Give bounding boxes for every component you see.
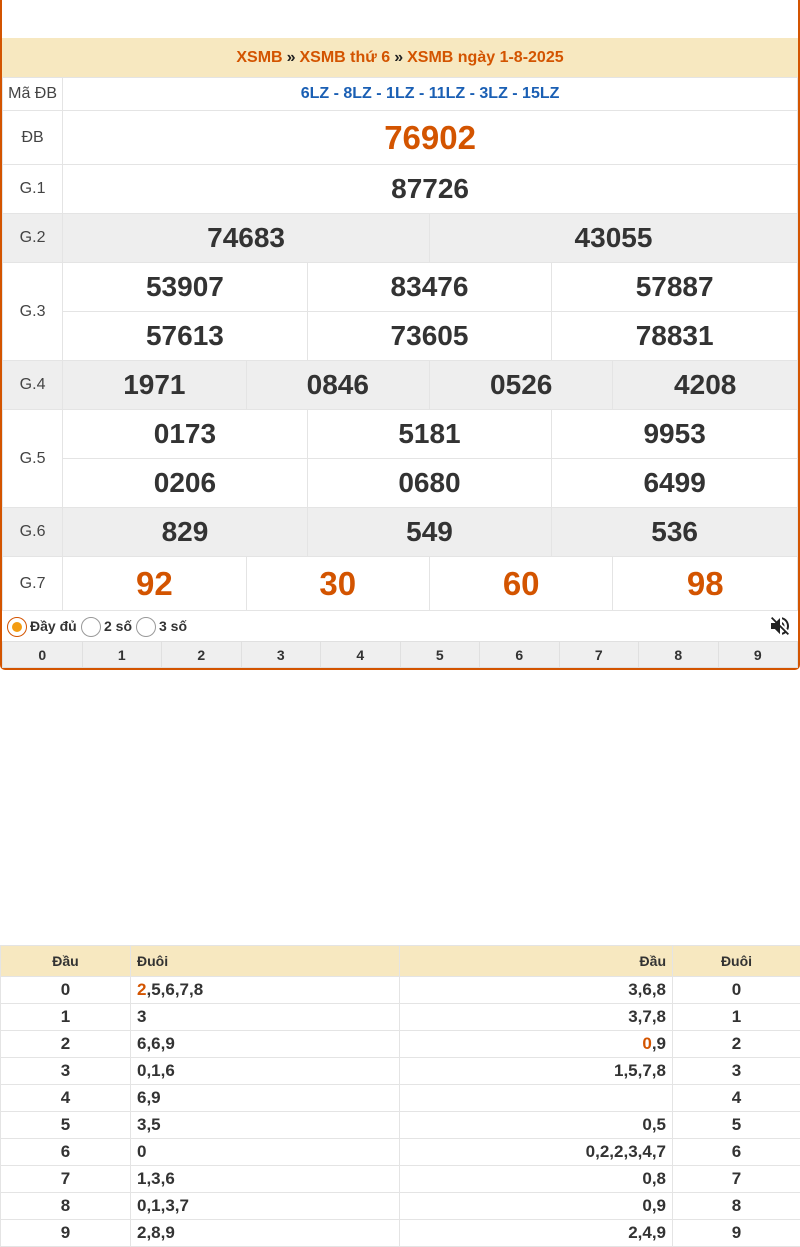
duoi-values: 1,3,6 — [137, 1169, 175, 1188]
prize-number: 4208 — [613, 361, 798, 410]
dau-cell: 5 — [1, 1112, 131, 1139]
dau2-values: 1,5,7,8 — [614, 1061, 666, 1080]
option-two-label: 2 số — [104, 618, 133, 634]
dau-cell: 2 — [1, 1031, 131, 1058]
g3-row — [3, 312, 798, 361]
duoi-values: 3,5 — [137, 1115, 161, 1134]
g6-label: G.6 — [3, 508, 63, 557]
duoi-values: 3 — [137, 1007, 147, 1026]
duoi-cell — [131, 1220, 400, 1247]
table-row — [1, 1085, 800, 1112]
prize-number: 57887 — [552, 263, 798, 312]
results-table — [2, 77, 798, 611]
special-prize-number: 76902 — [63, 111, 798, 165]
prize-number: 1971 — [63, 361, 246, 410]
db-row — [3, 111, 798, 165]
g3-row — [3, 263, 798, 312]
g5-row — [3, 459, 798, 508]
duoi2-cell: 7 — [673, 1166, 800, 1193]
highlight-digit: 2 — [137, 980, 147, 999]
duoi2-cell: 2 — [673, 1031, 800, 1058]
dau-cell: 9 — [1, 1220, 131, 1247]
dau2-values: 3,6,8 — [628, 980, 666, 999]
dau2-values: ,9 — [651, 1034, 666, 1053]
dau2-cell — [400, 1220, 673, 1247]
volume-off-icon[interactable] — [768, 614, 792, 638]
prize-number: 549 — [307, 508, 552, 557]
option-three-label: 3 số — [159, 618, 188, 634]
radio-full[interactable] — [7, 617, 27, 637]
dau2-cell — [400, 1085, 673, 1112]
digit-filter-7[interactable]: 7 — [559, 642, 639, 668]
dau-cell: 4 — [1, 1085, 131, 1112]
duoi-values: 2,8,9 — [137, 1223, 175, 1242]
duoi-cell — [131, 1166, 400, 1193]
loto-header-row — [1, 946, 800, 977]
prize-number: 73605 — [307, 312, 552, 361]
digit-filter-9[interactable]: 9 — [718, 642, 798, 668]
g1-label: G.1 — [3, 165, 63, 214]
digit-filter-bar — [2, 641, 798, 668]
table-row — [1, 1112, 800, 1139]
dau2-values: 2,4,9 — [628, 1223, 666, 1242]
display-options — [2, 610, 798, 642]
ma-db-row — [3, 78, 798, 111]
option-full-label: Đầy đủ — [30, 618, 77, 634]
prize-number: 92 — [63, 557, 246, 611]
prize-number: 0173 — [63, 410, 308, 459]
prize-number: 78831 — [552, 312, 798, 361]
duoi-values: 6,9 — [137, 1088, 161, 1107]
option-three-digits[interactable] — [136, 616, 187, 636]
highlight-digit: 0 — [642, 1034, 652, 1053]
duoi-cell — [131, 1004, 400, 1031]
digit-filter-5[interactable]: 5 — [400, 642, 480, 668]
table-row — [1, 1193, 800, 1220]
duoi-cell — [131, 1031, 400, 1058]
dau2-values: 0,5 — [642, 1115, 666, 1134]
prize-number: 53907 — [63, 263, 308, 312]
radio-two-digits[interactable] — [81, 617, 101, 637]
prize-number: 74683 — [63, 214, 430, 263]
prize-number: 30 — [246, 557, 429, 611]
duoi-values: 0 — [137, 1142, 147, 1161]
breadcrumb-weekday-link[interactable]: XSMB thứ 6 — [299, 49, 391, 66]
dau-cell: 7 — [1, 1166, 131, 1193]
prize-number: 60 — [429, 557, 612, 611]
duoi-values: 6,6,9 — [137, 1034, 175, 1053]
g1-row — [3, 165, 798, 214]
duoi2-cell: 9 — [673, 1220, 800, 1247]
prize-number: 536 — [552, 508, 798, 557]
col-dau-header: Đầu — [1, 946, 131, 977]
g3-label: G.3 — [3, 263, 63, 361]
dau2-values: 0,2,2,3,4,7 — [585, 1142, 666, 1161]
option-full[interactable] — [7, 616, 77, 636]
duoi2-cell: 0 — [673, 977, 800, 1004]
g7-label: G.7 — [3, 557, 63, 611]
breadcrumb — [2, 38, 798, 77]
breadcrumb-separator: » — [286, 49, 296, 66]
dau2-cell — [400, 1166, 673, 1193]
g7-row — [3, 557, 798, 611]
g2-row — [3, 214, 798, 263]
dau-cell: 3 — [1, 1058, 131, 1085]
dau2-cell — [400, 1139, 673, 1166]
dau2-cell — [400, 1112, 673, 1139]
prize-number: 57613 — [63, 312, 308, 361]
duoi-cell — [131, 1139, 400, 1166]
digit-filter-3[interactable]: 3 — [241, 642, 321, 668]
duoi-cell — [131, 1112, 400, 1139]
duoi2-cell: 6 — [673, 1139, 800, 1166]
dau2-cell — [400, 1058, 673, 1085]
prize-number: 98 — [613, 557, 798, 611]
dau-cell: 8 — [1, 1193, 131, 1220]
first-prize-number: 87726 — [63, 165, 798, 214]
table-row — [1, 1220, 800, 1247]
g6-row — [3, 508, 798, 557]
breadcrumb-xsmb-link[interactable]: XSMB — [236, 49, 283, 66]
dau2-cell — [400, 1193, 673, 1220]
duoi2-cell: 1 — [673, 1004, 800, 1031]
duoi-cell — [131, 1193, 400, 1220]
ma-db-codes: 6LZ - 8LZ - 1LZ - 11LZ - 3LZ - 15LZ — [63, 78, 798, 111]
digit-filter-0[interactable]: 0 — [3, 642, 83, 668]
prize-number: 43055 — [429, 214, 797, 263]
ma-db-label: Mã ĐB — [3, 78, 63, 111]
radio-three-digits[interactable] — [136, 617, 156, 637]
table-row — [1, 1166, 800, 1193]
duoi2-cell: 4 — [673, 1085, 800, 1112]
g5-row — [3, 410, 798, 459]
prize-number: 83476 — [307, 263, 552, 312]
table-row — [1, 1004, 800, 1031]
dau2-cell — [400, 977, 673, 1004]
prize-number: 6499 — [552, 459, 798, 508]
digit-filter-6[interactable]: 6 — [480, 642, 560, 668]
option-two-digits[interactable] — [81, 616, 132, 636]
dau-cell: 6 — [1, 1139, 131, 1166]
prize-number: 9953 — [552, 410, 798, 459]
digit-filter-8[interactable]: 8 — [639, 642, 719, 668]
digit-filter-1[interactable]: 1 — [82, 642, 162, 668]
digit-filter-2[interactable]: 2 — [162, 642, 242, 668]
dau2-values: 3,7,8 — [628, 1007, 666, 1026]
dau2-values: 0,9 — [642, 1196, 666, 1215]
duoi-values: 0,1,6 — [137, 1061, 175, 1080]
col-dau2-header: Đầu — [400, 946, 673, 977]
prize-number: 829 — [63, 508, 308, 557]
duoi2-cell: 5 — [673, 1112, 800, 1139]
prize-number: 0846 — [246, 361, 429, 410]
duoi-cell — [131, 1058, 400, 1085]
duoi-values: 0,1,3,7 — [137, 1196, 189, 1215]
duoi-values: ,5,6,7,8 — [146, 980, 204, 999]
digit-filter-4[interactable]: 4 — [321, 642, 401, 668]
dau2-values: 0,8 — [642, 1169, 666, 1188]
dau-cell: 0 — [1, 977, 131, 1004]
dau-cell: 1 — [1, 1004, 131, 1031]
prize-number: 0206 — [63, 459, 308, 508]
duoi2-cell: 3 — [673, 1058, 800, 1085]
g4-row — [3, 361, 798, 410]
col-duoi2-header: Đuôi — [673, 946, 800, 977]
duoi2-cell: 8 — [673, 1193, 800, 1220]
g5-label: G.5 — [3, 410, 63, 508]
prize-number: 0680 — [307, 459, 552, 508]
g4-label: G.4 — [3, 361, 63, 410]
duoi-cell — [131, 1085, 400, 1112]
table-row — [1, 1139, 800, 1166]
breadcrumb-separator: » — [394, 49, 404, 66]
breadcrumb-date-link[interactable]: XSMB ngày 1-8-2025 — [407, 49, 564, 66]
table-row — [1, 1031, 800, 1058]
col-duoi-header: Đuôi — [131, 946, 400, 977]
dau2-cell — [400, 1004, 673, 1031]
table-row — [1, 1058, 800, 1085]
dau2-cell — [400, 1031, 673, 1058]
loto-head-tail-table — [0, 945, 800, 1247]
prize-number: 0526 — [429, 361, 612, 410]
db-label: ĐB — [3, 111, 63, 165]
prize-number: 5181 — [307, 410, 552, 459]
table-row — [1, 977, 800, 1004]
g2-label: G.2 — [3, 214, 63, 263]
duoi-cell — [131, 977, 400, 1004]
